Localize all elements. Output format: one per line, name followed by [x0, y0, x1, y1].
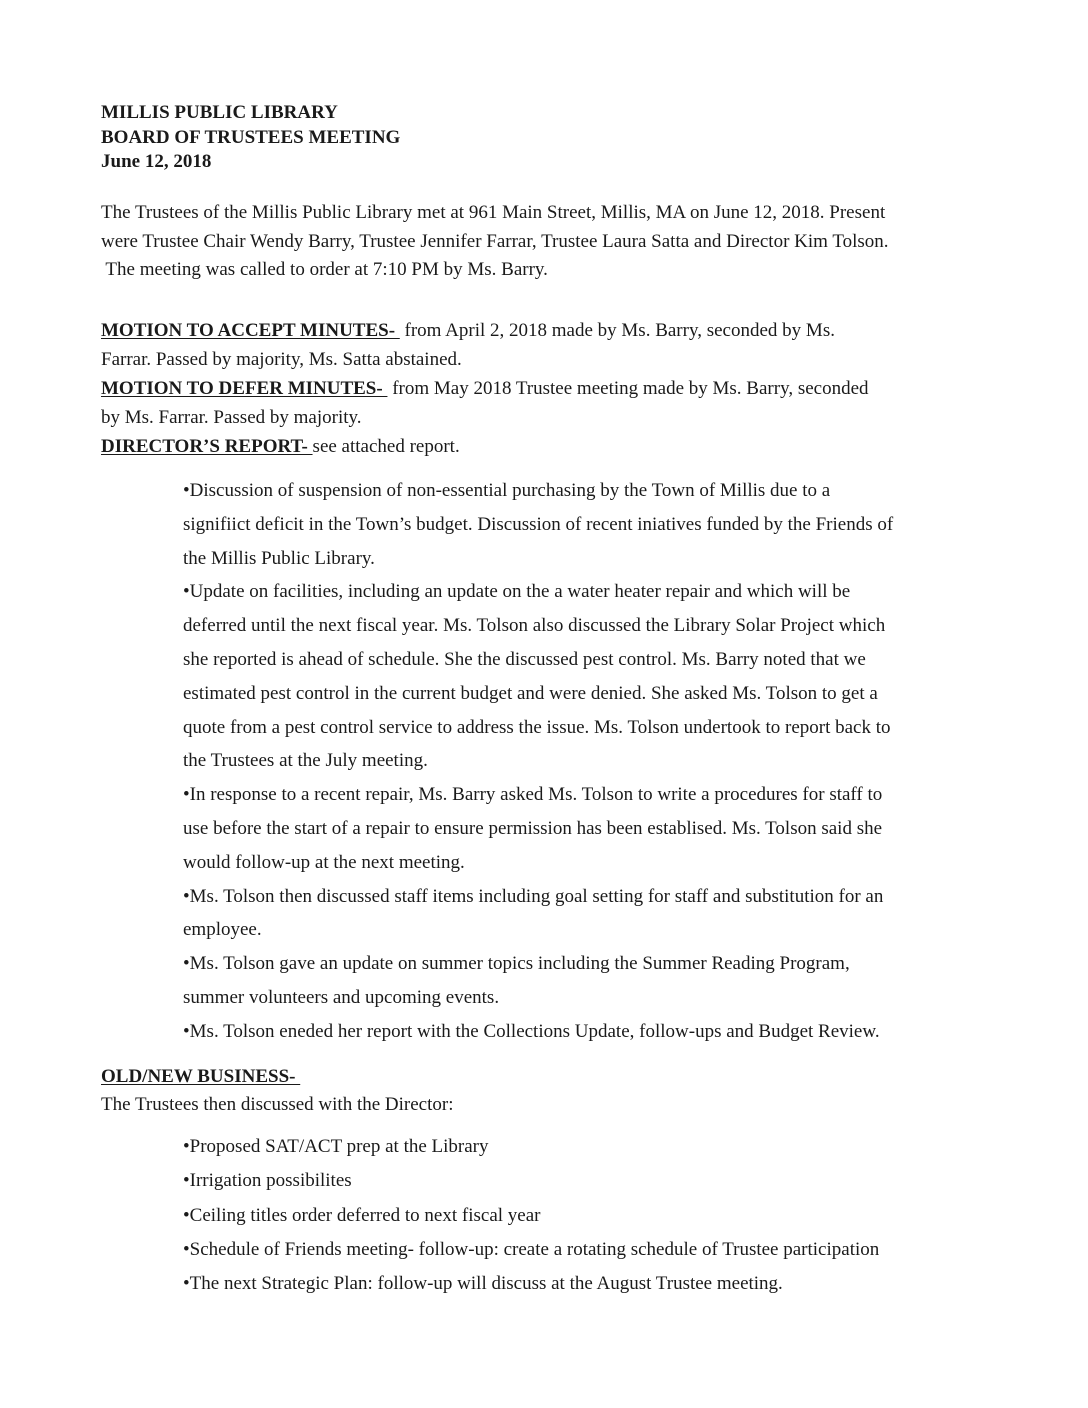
old-new-business-label: OLD/NEW BUSINESS- [101, 1066, 301, 1087]
motion-defer-label: MOTION TO DEFER MINUTES- [101, 378, 388, 399]
motion-defer-line-1 [101, 374, 1001, 403]
old-new-business-heading [101, 1063, 300, 1091]
motion-accept-label: MOTION TO ACCEPT MINUTES- [101, 320, 400, 341]
bullet-line: •Ms. Tolson gave an update on summer topics including the Summer Reading Program, [183, 953, 850, 975]
bullet-line: summer volunteers and upcoming events. [183, 986, 500, 1008]
motions-section [101, 316, 1001, 461]
old-new-business-bullets [183, 1130, 1003, 1301]
bullet-line: estimated pest control in the current budget and were denied. She asked Ms. Tolson to get a [183, 682, 878, 704]
motion-accept-line-1 [101, 316, 1001, 345]
director-report-bullets [183, 474, 1003, 1049]
director-report-line [101, 432, 1001, 461]
motion-accept-line-2: Farrar. Passed by majority, Ms. Satta abstained. [101, 349, 462, 370]
bullet-line: •Discussion of suspension of non-essential purchasing by the Town of Millis due to a [183, 480, 831, 501]
bullet-line: •Ms. Tolson eneded her report with the Collections Update, follow-ups and Budget Review. [183, 1020, 880, 1042]
bullet-line: would follow-up at the next meeting. [183, 851, 465, 873]
intro-line: were Trustee Chair Wendy Barry, Trustee Jennifer Farrar, Trustee Laura Satta and Director Kim Tolson. [101, 230, 889, 252]
bullet-line: employee. [183, 919, 262, 941]
motion-accept-text: from April 2, 2018 made by Ms. Barry, seconded by Ms. [399, 320, 835, 341]
bullet-line: •Ms. Tolson then discussed staff items including goal setting for staff and substitution for an [183, 885, 884, 907]
intro-line: The meeting was called to order at 7:10 PM by Ms. Barry. [101, 259, 548, 280]
meeting-title: BOARD OF TRUSTEES MEETING [101, 126, 401, 148]
bullet-line: she reported is ahead of schedule. She the discussed pest control. Ms. Barry noted that we [183, 648, 866, 670]
bullet-line: deferred until the next fiscal year. Ms. Tolson also discussed the Library Solar Project which [183, 615, 886, 637]
bullet-line: use before the start of a repair to ensure permission has been establised. Ms. Tolson said she [183, 817, 883, 839]
bullet-line: •Proposed SAT/ACT prep at the Library [183, 1136, 489, 1157]
intro-line: The Trustees of the Millis Public Library met at 961 Main Street, Millis, MA on June 12, 2018. Present [101, 202, 886, 223]
bullet-line: •In response to a recent repair, Ms. Barry asked Ms. Tolson to write a procedures for staff to [183, 784, 883, 806]
document-header [101, 101, 400, 175]
bullet-line: the Millis Public Library. [183, 547, 375, 569]
meeting-date: June 12, 2018 [101, 151, 212, 172]
bullet-line: •Update on facilities, including an update on the a water heater repair and which will be [183, 581, 851, 603]
motion-defer-text: from May 2018 Trustee meeting made by Ms. Barry, seconded [387, 378, 869, 399]
bullet-line: signifiict deficit in the Town’s budget. Discussion of recent iniatives funded by the Friends of [183, 513, 894, 535]
director-report-text: see attached report. [312, 436, 460, 457]
bullet-line: •Schedule of Friends meeting- follow-up: create a rotating schedule of Trustee participation [183, 1238, 880, 1260]
bullet-line: the Trustees at the July meeting. [183, 750, 428, 772]
old-new-business-intro: The Trustees then discussed with the Director: [101, 1094, 454, 1115]
bullet-line: •Irrigation possibilites [183, 1170, 352, 1192]
bullet-line: quote from a pest control service to address the issue. Ms. Tolson undertook to report back to [183, 716, 891, 738]
director-report-label: DIRECTOR’S REPORT- [101, 436, 313, 457]
bullet-line: •The next Strategic Plan: follow-up will discuss at the August Trustee meeting. [183, 1273, 783, 1295]
intro-paragraph [101, 199, 1001, 285]
library-name: MILLIS PUBLIC LIBRARY [101, 102, 338, 123]
bullet-line: •Ceiling titles order deferred to next fiscal year [183, 1204, 541, 1226]
motion-defer-line-2: by Ms. Farrar. Passed by majority. [101, 407, 362, 428]
